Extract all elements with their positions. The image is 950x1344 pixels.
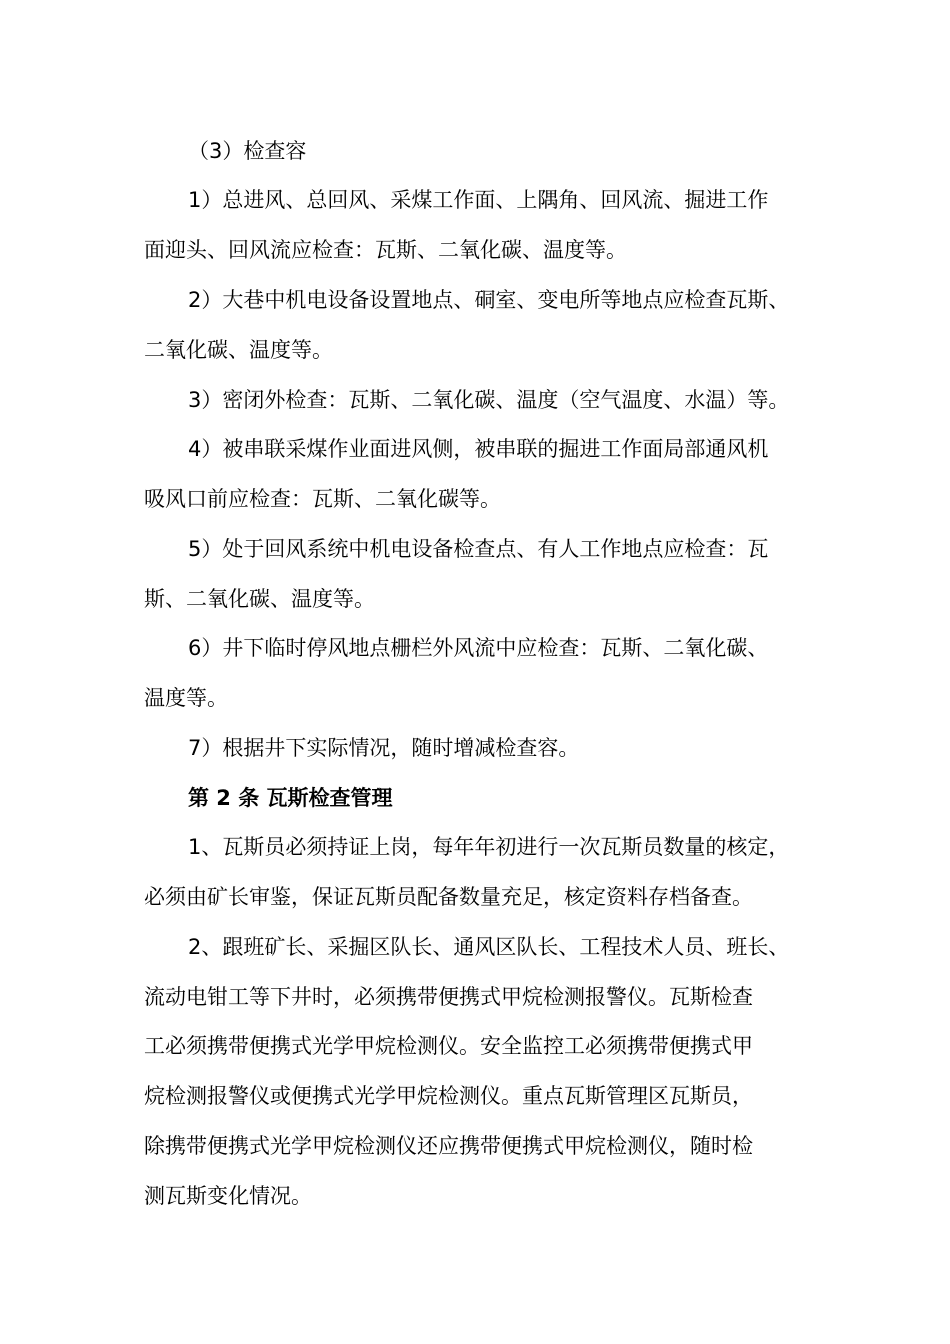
paragraph-2-line-5: 除携带便携式光学甲烷检测仪还应携带便携式甲烷检测仪，随时检 bbox=[144, 1134, 753, 1158]
list-item-5-line-2: 斯、二氧化碳、温度等。 bbox=[144, 587, 375, 611]
list-item-2-line-1: 2）大巷中机电设备设置地点、硐室、变电所等地点应检查瓦斯、 bbox=[188, 288, 790, 312]
paragraph-2-line-4: 烷检测报警仪或便携式光学甲烷检测仪。重点瓦斯管理区瓦斯员， bbox=[144, 1084, 753, 1108]
list-item-2-line-2: 二氧化碳、温度等。 bbox=[144, 338, 333, 362]
paragraph-2-line-3: 工必须携带便携式光学甲烷检测仪。安全监控工必须携带便携式甲 bbox=[144, 1034, 753, 1058]
list-item-5-line-1: 5）处于回风系统中机电设备检查点、有人工作地点应检查：瓦 bbox=[188, 537, 769, 561]
paragraph-1-line-1: 1、瓦斯员必须持证上岗，每年年初进行一次瓦斯员数量的核定， bbox=[188, 835, 790, 859]
paragraph-1-line-2: 必须由矿长审鉴，保证瓦斯员配备数量充足，核定资料存档备查。 bbox=[144, 885, 753, 909]
list-item-6-line-2: 温度等。 bbox=[144, 686, 228, 710]
paragraph-2-line-6: 测瓦斯变化情况。 bbox=[144, 1184, 312, 1208]
list-item-1-line-1: 1）总进风、总回风、采煤工作面、上隅角、回风流、掘进工作 bbox=[188, 188, 769, 212]
paragraph-2-line-2: 流动电钳工等下井时，必须携带便携式甲烷检测报警仪。瓦斯检查 bbox=[144, 985, 753, 1009]
list-item-7-line-1: 7）根据井下实际情况，随时增减检查容。 bbox=[188, 736, 580, 760]
list-item-3-line-1: 3）密闭外检查：瓦斯、二氧化碳、温度（空气温度、水温）等。 bbox=[188, 388, 790, 412]
article-title: 第 2 条 瓦斯检查管理 bbox=[188, 786, 393, 810]
list-item-6-line-1: 6）井下临时停风地点栅栏外风流中应检查：瓦斯、二氧化碳、 bbox=[188, 636, 769, 660]
list-item-1-line-2: 面迎头、回风流应检查：瓦斯、二氧化碳、温度等。 bbox=[144, 238, 627, 262]
section-heading: （3）检查容 bbox=[188, 139, 307, 163]
list-item-4-line-2: 吸风口前应检查：瓦斯、二氧化碳等。 bbox=[144, 487, 501, 511]
paragraph-2-line-1: 2、跟班矿长、采掘区队长、通风区队长、工程技术人员、班长、 bbox=[188, 935, 790, 959]
list-item-4-line-1: 4）被串联采煤作业面进风侧，被串联的掘进工作面局部通风机 bbox=[188, 437, 769, 461]
